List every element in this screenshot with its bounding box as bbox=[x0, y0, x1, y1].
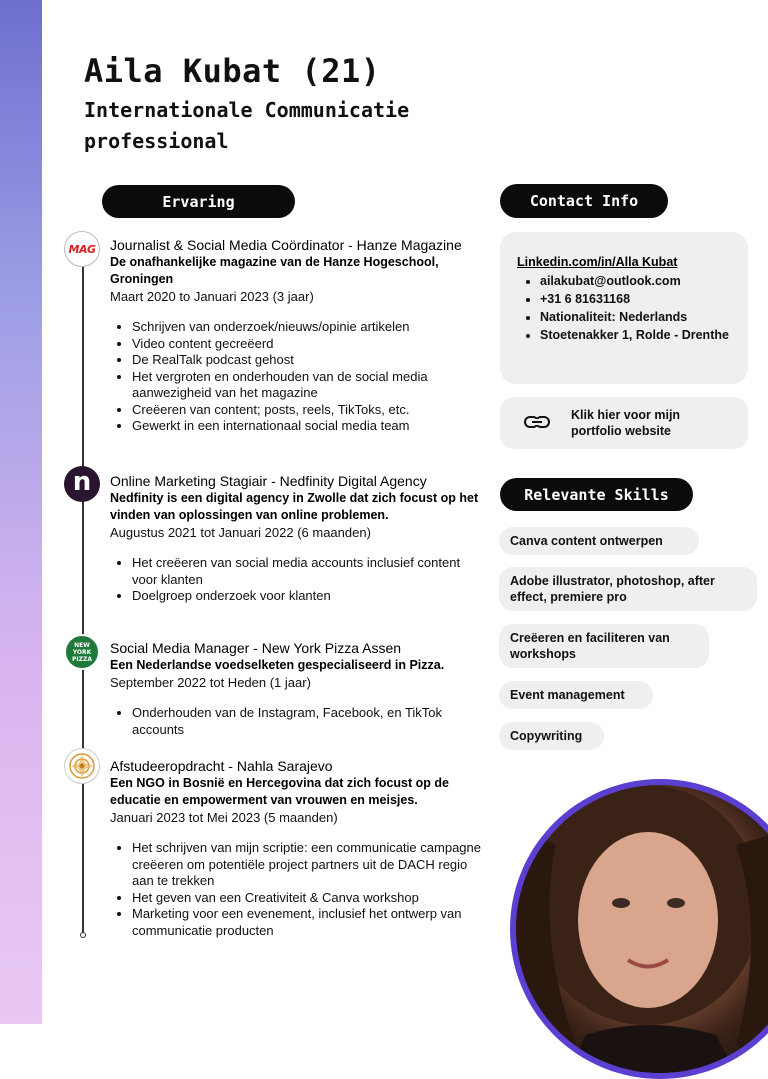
experience-dates: Augustus 2021 tot Januari 2022 (6 maanden) bbox=[110, 525, 371, 540]
skill-badge: Creëeren en faciliteren van workshops bbox=[499, 624, 709, 668]
experience-title: Afstudeeropdracht - Nahla Sarajevo bbox=[110, 758, 333, 774]
nyp-logo-text: NEW YORK PIZZA bbox=[72, 641, 92, 663]
experience-title: Online Marketing Stagiair - Nedfinity Digital Agency bbox=[110, 473, 427, 489]
ornament-icon bbox=[68, 752, 96, 780]
experience-title: Social Media Manager - New York Pizza Assen bbox=[110, 640, 402, 656]
experience-dates: Januari 2023 tot Mei 2023 (5 maanden) bbox=[110, 810, 338, 825]
list-item: • Creëeren van content; posts, reels, TikToks, etc. bbox=[132, 402, 482, 419]
contact-email: • ailakubat@outlook.com bbox=[540, 272, 746, 290]
experience-description: Een NGO in Bosnië en Hercegovina dat zich focust op de educatie en empowerment van vrouwen en meisjes. bbox=[110, 776, 449, 807]
mag-logo-text: MAG bbox=[68, 242, 96, 256]
experience-bullets bbox=[110, 319, 482, 435]
skill-badge: Copywriting bbox=[499, 722, 604, 750]
contact-list bbox=[518, 272, 746, 344]
headline-line-2: professional bbox=[84, 129, 229, 153]
list-item: • De RealTalk podcast gehost bbox=[132, 352, 482, 369]
experience-dates: Maart 2020 to Januari 2023 (3 jaar) bbox=[110, 289, 314, 304]
portrait-illustration bbox=[516, 785, 768, 1073]
experience-section-header: Ervaring bbox=[102, 185, 295, 218]
list-item: • Schrijven van onderzoek/nieuws/opinie artikelen bbox=[132, 319, 482, 336]
contact-section-header: Contact Info bbox=[500, 184, 668, 218]
list-item: • Onderhouden van de Instagram, Facebook, en TikTok accounts bbox=[132, 705, 482, 738]
new-york-pizza-logo bbox=[64, 634, 100, 670]
nedfinity-logo-text: n bbox=[72, 467, 92, 497]
profile-photo-image bbox=[516, 785, 768, 1073]
decorative-sidebar-strip bbox=[0, 0, 42, 1024]
list-item: • Gewerkt in een internationaal social media team bbox=[132, 418, 482, 435]
skill-badge: Adobe illustrator, photoshop, after effect, premiere pro bbox=[499, 567, 757, 611]
list-item: • Doelgroep onderzoek voor klanten bbox=[132, 588, 482, 605]
list-item: • Het geven van een Creativiteit & Canva workshop bbox=[132, 890, 482, 907]
list-item: • Het vergroten en onderhouden van de social media aanwezigheid van het magazine bbox=[132, 369, 482, 402]
experience-description: De onafhankelijke magazine van de Hanze Hogeschool, Groningen bbox=[110, 255, 439, 286]
contact-card bbox=[500, 232, 748, 384]
headline bbox=[84, 95, 504, 157]
timeline-line bbox=[82, 250, 84, 936]
experience-entry-3 bbox=[110, 639, 482, 738]
experience-bullets bbox=[110, 705, 482, 738]
contact-address: • Stoetenakker 1, Rolde - Drenthe bbox=[540, 326, 746, 344]
skill-badge: Canva content ontwerpen bbox=[499, 527, 699, 555]
nahla-sarajevo-logo bbox=[64, 748, 100, 784]
experience-bullets bbox=[110, 555, 482, 605]
list-item: • Het schrijven van mijn scriptie: een communicatie campagne creëeren om potentiële project partners uit de DACH regio aan te trekken bbox=[132, 840, 482, 890]
timeline-end-dot bbox=[80, 932, 86, 938]
skills-section-header: Relevante Skills bbox=[500, 478, 693, 511]
portfolio-link-button[interactable] bbox=[500, 397, 748, 449]
experience-bullets bbox=[110, 840, 482, 939]
experience-dates: September 2022 tot Heden (1 jaar) bbox=[110, 675, 311, 690]
link-icon bbox=[522, 411, 552, 433]
skill-badge: Event management bbox=[499, 681, 653, 709]
portfolio-link-text: Klik hier voor mijn portfolio website bbox=[571, 408, 681, 438]
experience-entry-4 bbox=[110, 757, 482, 939]
contact-nationality: • Nationaliteit: Nederlands bbox=[540, 308, 746, 326]
experience-title: Journalist & Social Media Coördinator - Hanze Magazine bbox=[110, 237, 462, 253]
contact-phone: • +31 6 81631168 bbox=[540, 290, 746, 308]
linkedin-link[interactable]: Linkedin.com/in/Alla Kubat bbox=[517, 255, 678, 269]
profile-photo bbox=[510, 779, 768, 1079]
experience-description: Een Nederlandse voedselketen gespecialiseerd in Pizza. bbox=[110, 658, 445, 672]
list-item: • Video content gecreëerd bbox=[132, 336, 482, 353]
hanze-magazine-logo bbox=[64, 231, 100, 267]
experience-entry-1 bbox=[110, 236, 482, 435]
experience-description: Nedfinity is een digital agency in Zwolle dat zich focust op het vinden van oplossingen van online problemen. bbox=[110, 491, 479, 522]
list-item: • Marketing voor een evenement, inclusief het ontwerp van communicatie producten bbox=[132, 906, 482, 939]
headline-line-1: Internationale Communicatie bbox=[84, 98, 410, 122]
person-name: Aila Kubat (21) bbox=[84, 52, 381, 90]
experience-entry-2 bbox=[110, 472, 482, 605]
list-item: • Het creëeren van social media accounts inclusief content voor klanten bbox=[132, 555, 482, 588]
nedfinity-logo bbox=[64, 466, 100, 502]
